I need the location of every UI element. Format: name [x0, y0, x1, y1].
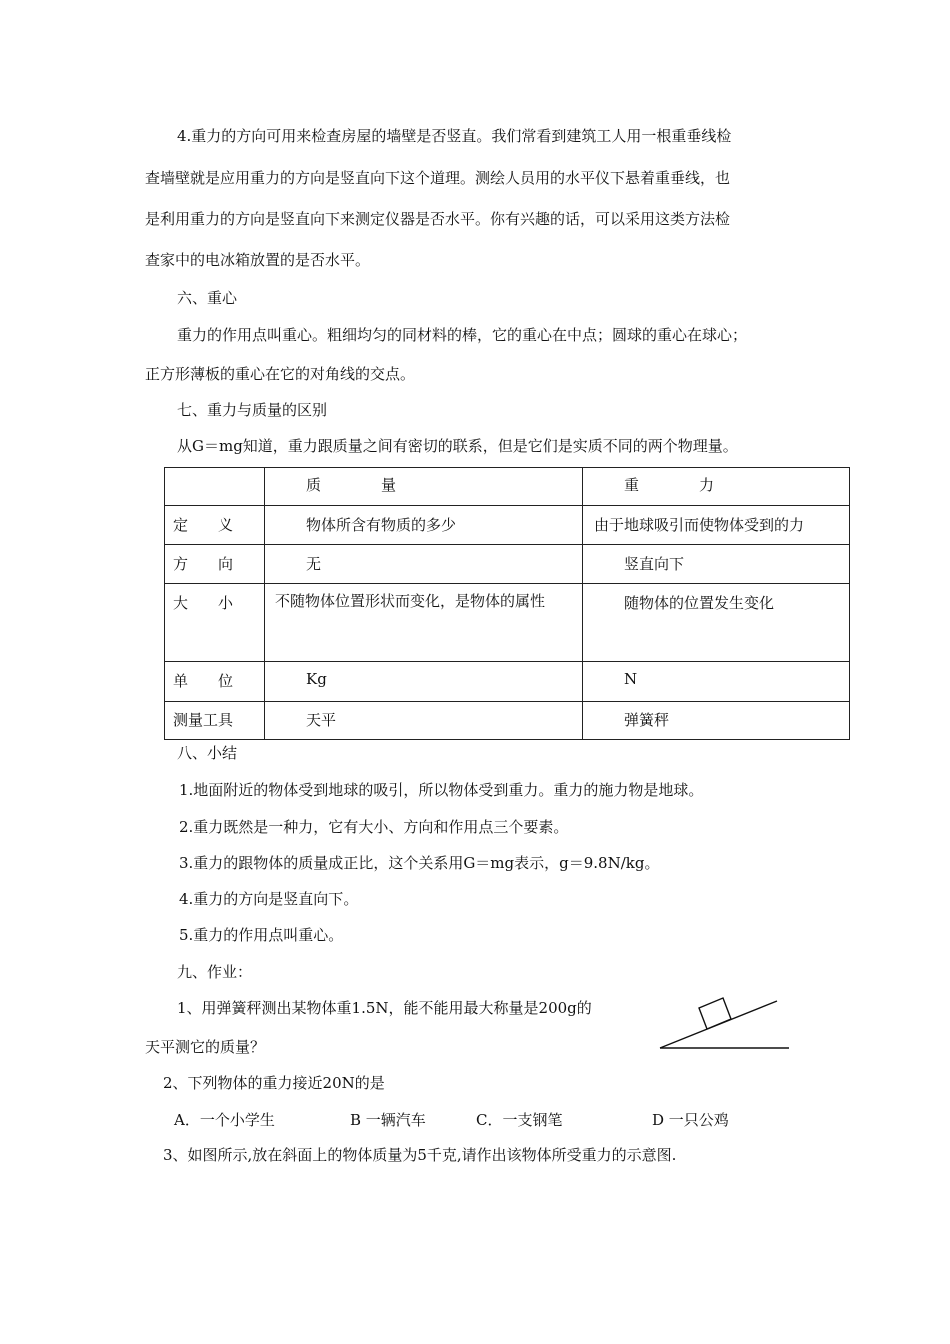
mass-value: 不随物体位置形状而变化，是物体的属性 — [275, 592, 546, 610]
row-label-cell — [165, 545, 265, 584]
p4-line3: 是利用重力的方向是竖直向下来测定仪器是否水平。你有兴趣的话，可以采用这类方法检 — [145, 210, 731, 228]
header-mass-cell — [265, 468, 583, 506]
row-label: 单 位 — [173, 672, 234, 690]
block-on-incline — [699, 998, 731, 1029]
row-label: 大 小 — [173, 594, 234, 612]
table-row — [165, 545, 850, 584]
option-d: D 一只公鸡 — [652, 1111, 729, 1129]
table-row — [165, 662, 850, 702]
heading-difference: 七、重力与质量的区别 — [177, 401, 328, 419]
summary-item-1: 1.地面附近的物体受到地球的吸引，所以物体受到重力。重力的施力物是地球。 — [179, 781, 704, 799]
heading-homework: 九、作业： — [177, 963, 253, 981]
mass-cell — [265, 662, 583, 702]
header-mass: 质 量 — [306, 476, 397, 494]
question-3: 3、如图所示,放在斜面上的物体质量为5千克,请作出该物体所受重力的示意图. — [163, 1146, 677, 1164]
option-a: A．一个小学生 — [174, 1111, 275, 1129]
gravity-value: 随物体的位置发生变化 — [624, 594, 775, 612]
option-b: B 一辆汽车 — [350, 1111, 426, 1129]
row-label-cell — [165, 702, 265, 740]
question-2: 2、下列物体的重力接近20N的是 — [163, 1074, 385, 1092]
row-label-cell — [165, 506, 265, 545]
p6-line1: 重力的作用点叫重心。粗细均匀的同材料的棒，它的重心在中点；圆球的重心在球心； — [177, 326, 748, 344]
mass-cell — [265, 545, 583, 584]
gravity-value: N — [624, 670, 638, 688]
summary-item-4: 4.重力的方向是竖直向下。 — [179, 890, 359, 908]
row-label-cell — [165, 584, 265, 662]
mass-value: 物体所含有物质的多少 — [306, 516, 457, 534]
question-1-line1: 1、用弹簧秤测出某物体重1.5N，能不能用最大称量是200g的 — [177, 999, 592, 1017]
incline-block-figure — [655, 992, 795, 1054]
mass-cell — [265, 506, 583, 545]
gravity-value: 由于地球吸引而使物体受到的力 — [594, 516, 805, 534]
mass-value: 天平 — [306, 711, 337, 729]
summary-item-5: 5.重力的作用点叫重心。 — [179, 926, 344, 944]
row-label: 定 义 — [173, 516, 234, 534]
p6-line2: 正方形薄板的重心在它的对角线的交点。 — [145, 365, 416, 383]
p4-line4: 查家中的电冰箱放置的是否水平。 — [145, 251, 371, 269]
question-1-line2: 天平测它的质量？ — [145, 1038, 266, 1056]
mass-cell — [265, 702, 583, 740]
table-header-row — [165, 468, 850, 506]
mass-cell — [265, 584, 583, 662]
gravity-value: 竖直向下 — [624, 555, 685, 573]
mass-value: Kg — [306, 670, 327, 688]
summary-item-2: 2.重力既然是一种力，它有大小、方向和作用点三个要素。 — [179, 818, 569, 836]
gravity-cell — [583, 506, 850, 545]
gravity-cell — [583, 584, 850, 662]
p7: 从G＝mg知道，重力跟质量之间有密切的联系，但是它们是实质不同的两个物理量。 — [177, 437, 738, 455]
p4-line2: 查墙壁就是应用重力的方向是竖直向下这个道理。测绘人员用的水平仪下悬着重垂线，也 — [145, 169, 731, 187]
gravity-value: 弹簧秤 — [624, 711, 670, 729]
mass-value: 无 — [306, 555, 322, 573]
table-row — [165, 506, 850, 545]
comparison-table — [164, 467, 850, 740]
row-label: 测量工具 — [173, 711, 234, 729]
option-c: C．一支钢笔 — [476, 1111, 563, 1129]
summary-item-3: 3.重力的跟物体的质量成正比，这个关系用G＝mg表示，g＝9.8N/kg。 — [179, 854, 660, 872]
heading-center-of-gravity: 六、重心 — [177, 289, 238, 307]
p4-line1: 4.重力的方向可用来检查房屋的墙壁是否竖直。我们常看到建筑工人用一根重垂线检 — [177, 127, 732, 145]
header-blank-cell — [165, 468, 265, 506]
row-label-cell — [165, 662, 265, 702]
row-label: 方 向 — [173, 555, 234, 573]
table-row — [165, 702, 850, 740]
heading-summary: 八、小结 — [177, 744, 238, 762]
header-gravity: 重 力 — [624, 476, 715, 494]
table-row — [165, 584, 850, 662]
